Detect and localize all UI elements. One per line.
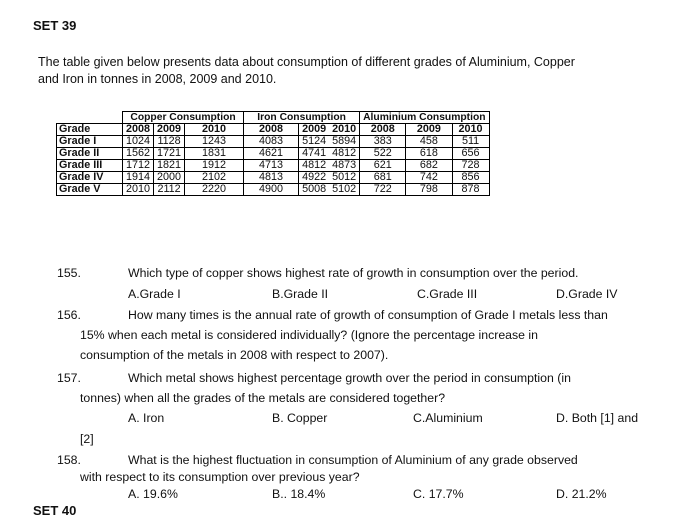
question-number: 158. bbox=[57, 453, 81, 467]
table-cell: 1024 bbox=[123, 136, 154, 148]
table-row bbox=[57, 148, 490, 160]
table-cell: 1831 bbox=[185, 148, 244, 160]
table-cell: 2010 bbox=[185, 124, 244, 136]
table-cell: 1243 bbox=[185, 136, 244, 148]
option-d[interactable]: D. Both [1] and bbox=[556, 411, 639, 425]
table-row bbox=[57, 160, 490, 172]
table-cell: 798 bbox=[406, 184, 452, 196]
option-c[interactable]: C.Aluminium bbox=[413, 411, 483, 425]
question-text: Which type of copper shows highest rate of growth in consumption over the period. bbox=[128, 266, 579, 280]
table-row bbox=[57, 124, 490, 136]
table-cell: 458 bbox=[406, 136, 452, 148]
table-cell: 5102 bbox=[329, 184, 360, 196]
grade-label: Grade V bbox=[57, 184, 123, 196]
option-b[interactable]: B. Copper bbox=[272, 411, 328, 425]
table-cell: 4713 bbox=[244, 160, 299, 172]
question-number: 155. bbox=[57, 266, 81, 280]
table-cell: 383 bbox=[360, 136, 406, 148]
table-cell: 656 bbox=[452, 148, 489, 160]
table-cell: 2220 bbox=[185, 184, 244, 196]
table-cell: 722 bbox=[360, 184, 406, 196]
table-cell: 681 bbox=[360, 172, 406, 184]
table-row bbox=[57, 184, 490, 196]
grade-label: Grade IV bbox=[57, 172, 123, 184]
question-number: 156. bbox=[57, 308, 81, 322]
table-cell: 4813 bbox=[244, 172, 299, 184]
table-cell: 5008 bbox=[299, 184, 330, 196]
iron-group-header: Iron Consumption bbox=[244, 112, 360, 124]
table-cell: 1562 bbox=[123, 148, 154, 160]
question-text: How many times is the annual rate of growth of consumption of Grade I metals less than bbox=[128, 308, 608, 322]
table-cell: 4083 bbox=[244, 136, 299, 148]
table-cell: 4741 bbox=[299, 148, 330, 160]
grade-label: Grade bbox=[57, 124, 123, 136]
table-cell: 2010 bbox=[123, 184, 154, 196]
table-cell: 1712 bbox=[123, 160, 154, 172]
table-cell: 2102 bbox=[185, 172, 244, 184]
intro-line-1: The table given below presents data about consumption of different grades of Aluminium, Copper bbox=[38, 55, 575, 69]
option-c[interactable]: C. 17.7% bbox=[413, 487, 464, 501]
table-cell: 1721 bbox=[154, 148, 185, 160]
option-d-cont: [2] bbox=[80, 432, 94, 446]
next-set-title: SET 40 bbox=[33, 503, 77, 518]
table-cell: 621 bbox=[360, 160, 406, 172]
table-cell: 5012 bbox=[329, 172, 360, 184]
table-cell: 2008 bbox=[259, 123, 284, 135]
question-text: What is the highest fluctuation in consumption of Aluminium of any grade observed bbox=[128, 453, 578, 467]
question-text-cont: 15% when each metal is considered individually? (Ignore the percentage increase in bbox=[80, 328, 538, 342]
question-text: Which metal shows highest percentage growth over the period in consumption (in bbox=[128, 371, 571, 385]
table-cell: 522 bbox=[360, 148, 406, 160]
table-cell: 4873 bbox=[329, 160, 360, 172]
table-cell: 4812 bbox=[329, 148, 360, 160]
table-cell: 5124 bbox=[299, 136, 330, 148]
consumption-table bbox=[56, 111, 490, 196]
table-cell: 1912 bbox=[185, 160, 244, 172]
table-cell: 2009 bbox=[299, 124, 330, 136]
table-cell: 4812 bbox=[299, 160, 330, 172]
intro-paragraph bbox=[38, 54, 658, 88]
table-cell: 4621 bbox=[244, 148, 299, 160]
table-cell: 2112 bbox=[154, 184, 185, 196]
table-cell: 4922 bbox=[299, 172, 330, 184]
intro-line-2: and Iron in tonnes in 2008, 2009 and 2010. bbox=[38, 72, 277, 86]
table-cell: 2008 bbox=[123, 124, 154, 136]
grade-label: Grade II bbox=[57, 148, 123, 160]
table-cell: 682 bbox=[406, 160, 452, 172]
group-header-row bbox=[57, 112, 490, 124]
table-row bbox=[57, 136, 490, 148]
option-a[interactable]: A. Iron bbox=[128, 411, 165, 425]
table-cell: 2010 bbox=[452, 124, 489, 136]
table-cell: 856 bbox=[452, 172, 489, 184]
grade-label: Grade III bbox=[57, 160, 123, 172]
table-cell: 2009 bbox=[154, 124, 185, 136]
grade-label: Grade I bbox=[57, 136, 123, 148]
table-cell: 2000 bbox=[154, 172, 185, 184]
option-b[interactable]: B.Grade II bbox=[272, 287, 329, 301]
option-d[interactable]: D. 21.2% bbox=[556, 487, 607, 501]
option-a[interactable]: A. 19.6% bbox=[128, 487, 178, 501]
table-cell: 618 bbox=[406, 148, 452, 160]
table-cell: 511 bbox=[452, 136, 489, 148]
table-cell: 1128 bbox=[154, 136, 185, 148]
table-cell: 1914 bbox=[123, 172, 154, 184]
table-cell: 2010 bbox=[332, 123, 357, 135]
table-cell: 1821 bbox=[154, 160, 185, 172]
table-cell: 728 bbox=[452, 160, 489, 172]
table-cell: 2009 bbox=[406, 124, 452, 136]
blank-corner bbox=[57, 112, 123, 124]
table-cell: 878 bbox=[452, 184, 489, 196]
option-c[interactable]: C.Grade III bbox=[417, 287, 478, 301]
copper-group-header: Copper Consumption bbox=[123, 112, 244, 124]
aluminium-group-header: Aluminium Consumption bbox=[360, 112, 489, 124]
table-row bbox=[57, 172, 490, 184]
question-text-cont: tonnes) when all the grades of the metals are considered together? bbox=[80, 391, 446, 405]
set-title: SET 39 bbox=[33, 18, 77, 33]
question-number: 157. bbox=[57, 371, 81, 385]
option-a[interactable]: A.Grade I bbox=[128, 287, 181, 301]
table-cell: 5894 bbox=[329, 136, 360, 148]
option-d[interactable]: D.Grade IV bbox=[556, 287, 618, 301]
table-cell: 742 bbox=[406, 172, 452, 184]
option-b[interactable]: B.. 18.4% bbox=[272, 487, 326, 501]
table-cell: 4900 bbox=[244, 184, 299, 196]
table-cell: 2008 bbox=[360, 124, 406, 136]
question-text-cont: with respect to its consumption over previous year? bbox=[80, 470, 360, 484]
question-text-cont: consumption of the metals in 2008 with respect to 2007). bbox=[80, 348, 389, 362]
